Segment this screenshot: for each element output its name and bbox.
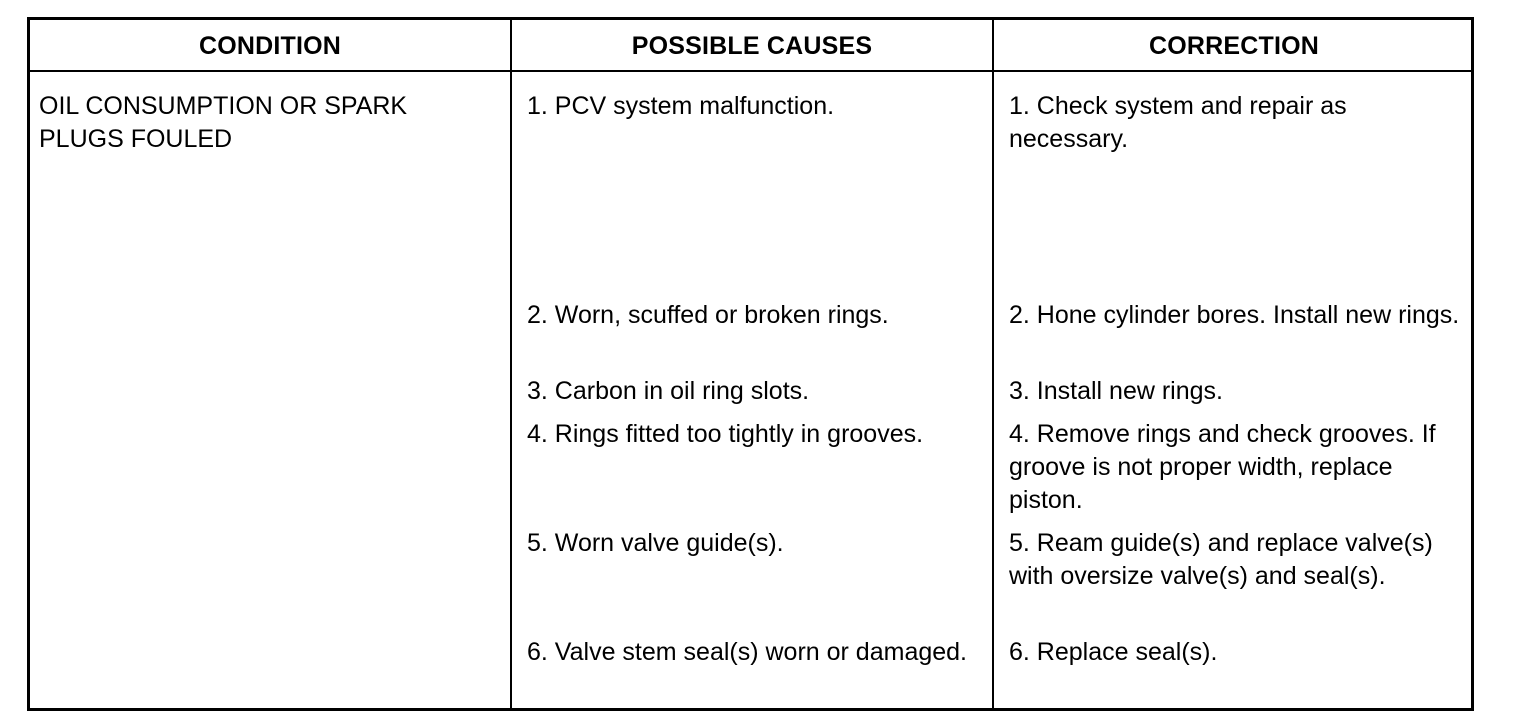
- correction-cell: 2. Hone cylinder bores. Install new rings.: [1009, 301, 1460, 329]
- cause-cell: 2. Worn, scuffed or broken rings.: [527, 301, 889, 329]
- correction-cell: 1. Check system and repair as necessary.: [1009, 92, 1347, 153]
- correction-cell: 3. Install new rings.: [1009, 377, 1223, 405]
- correction-cell: 6. Replace seal(s).: [1009, 638, 1218, 666]
- column-divider: [992, 20, 994, 708]
- correction-cell: 5. Ream guide(s) and replace valve(s) with oversize valve(s) and seal(s).: [1009, 529, 1433, 590]
- diagnosis-table: [27, 17, 1474, 711]
- cause-cell: 5. Worn valve guide(s).: [527, 529, 784, 557]
- condition-cell: OIL CONSUMPTION OR SPARK PLUGS FOULED: [39, 92, 408, 153]
- header-possible-causes: POSSIBLE CAUSES: [631, 32, 873, 60]
- cause-cell: 3. Carbon in oil ring slots.: [527, 377, 810, 405]
- correction-cell: 4. Remove rings and check grooves. If groove is not proper width, replace piston.: [1009, 420, 1436, 514]
- column-divider: [510, 20, 512, 708]
- cause-cell: 1. PCV system malfunction.: [527, 92, 835, 120]
- cause-cell: 6. Valve stem seal(s) worn or damaged.: [527, 638, 968, 666]
- cause-cell: 4. Rings fitted too tightly in grooves.: [527, 420, 924, 448]
- header-correction: CORRECTION: [1148, 32, 1320, 60]
- header-divider: [30, 70, 1471, 72]
- header-condition: CONDITION: [198, 32, 342, 60]
